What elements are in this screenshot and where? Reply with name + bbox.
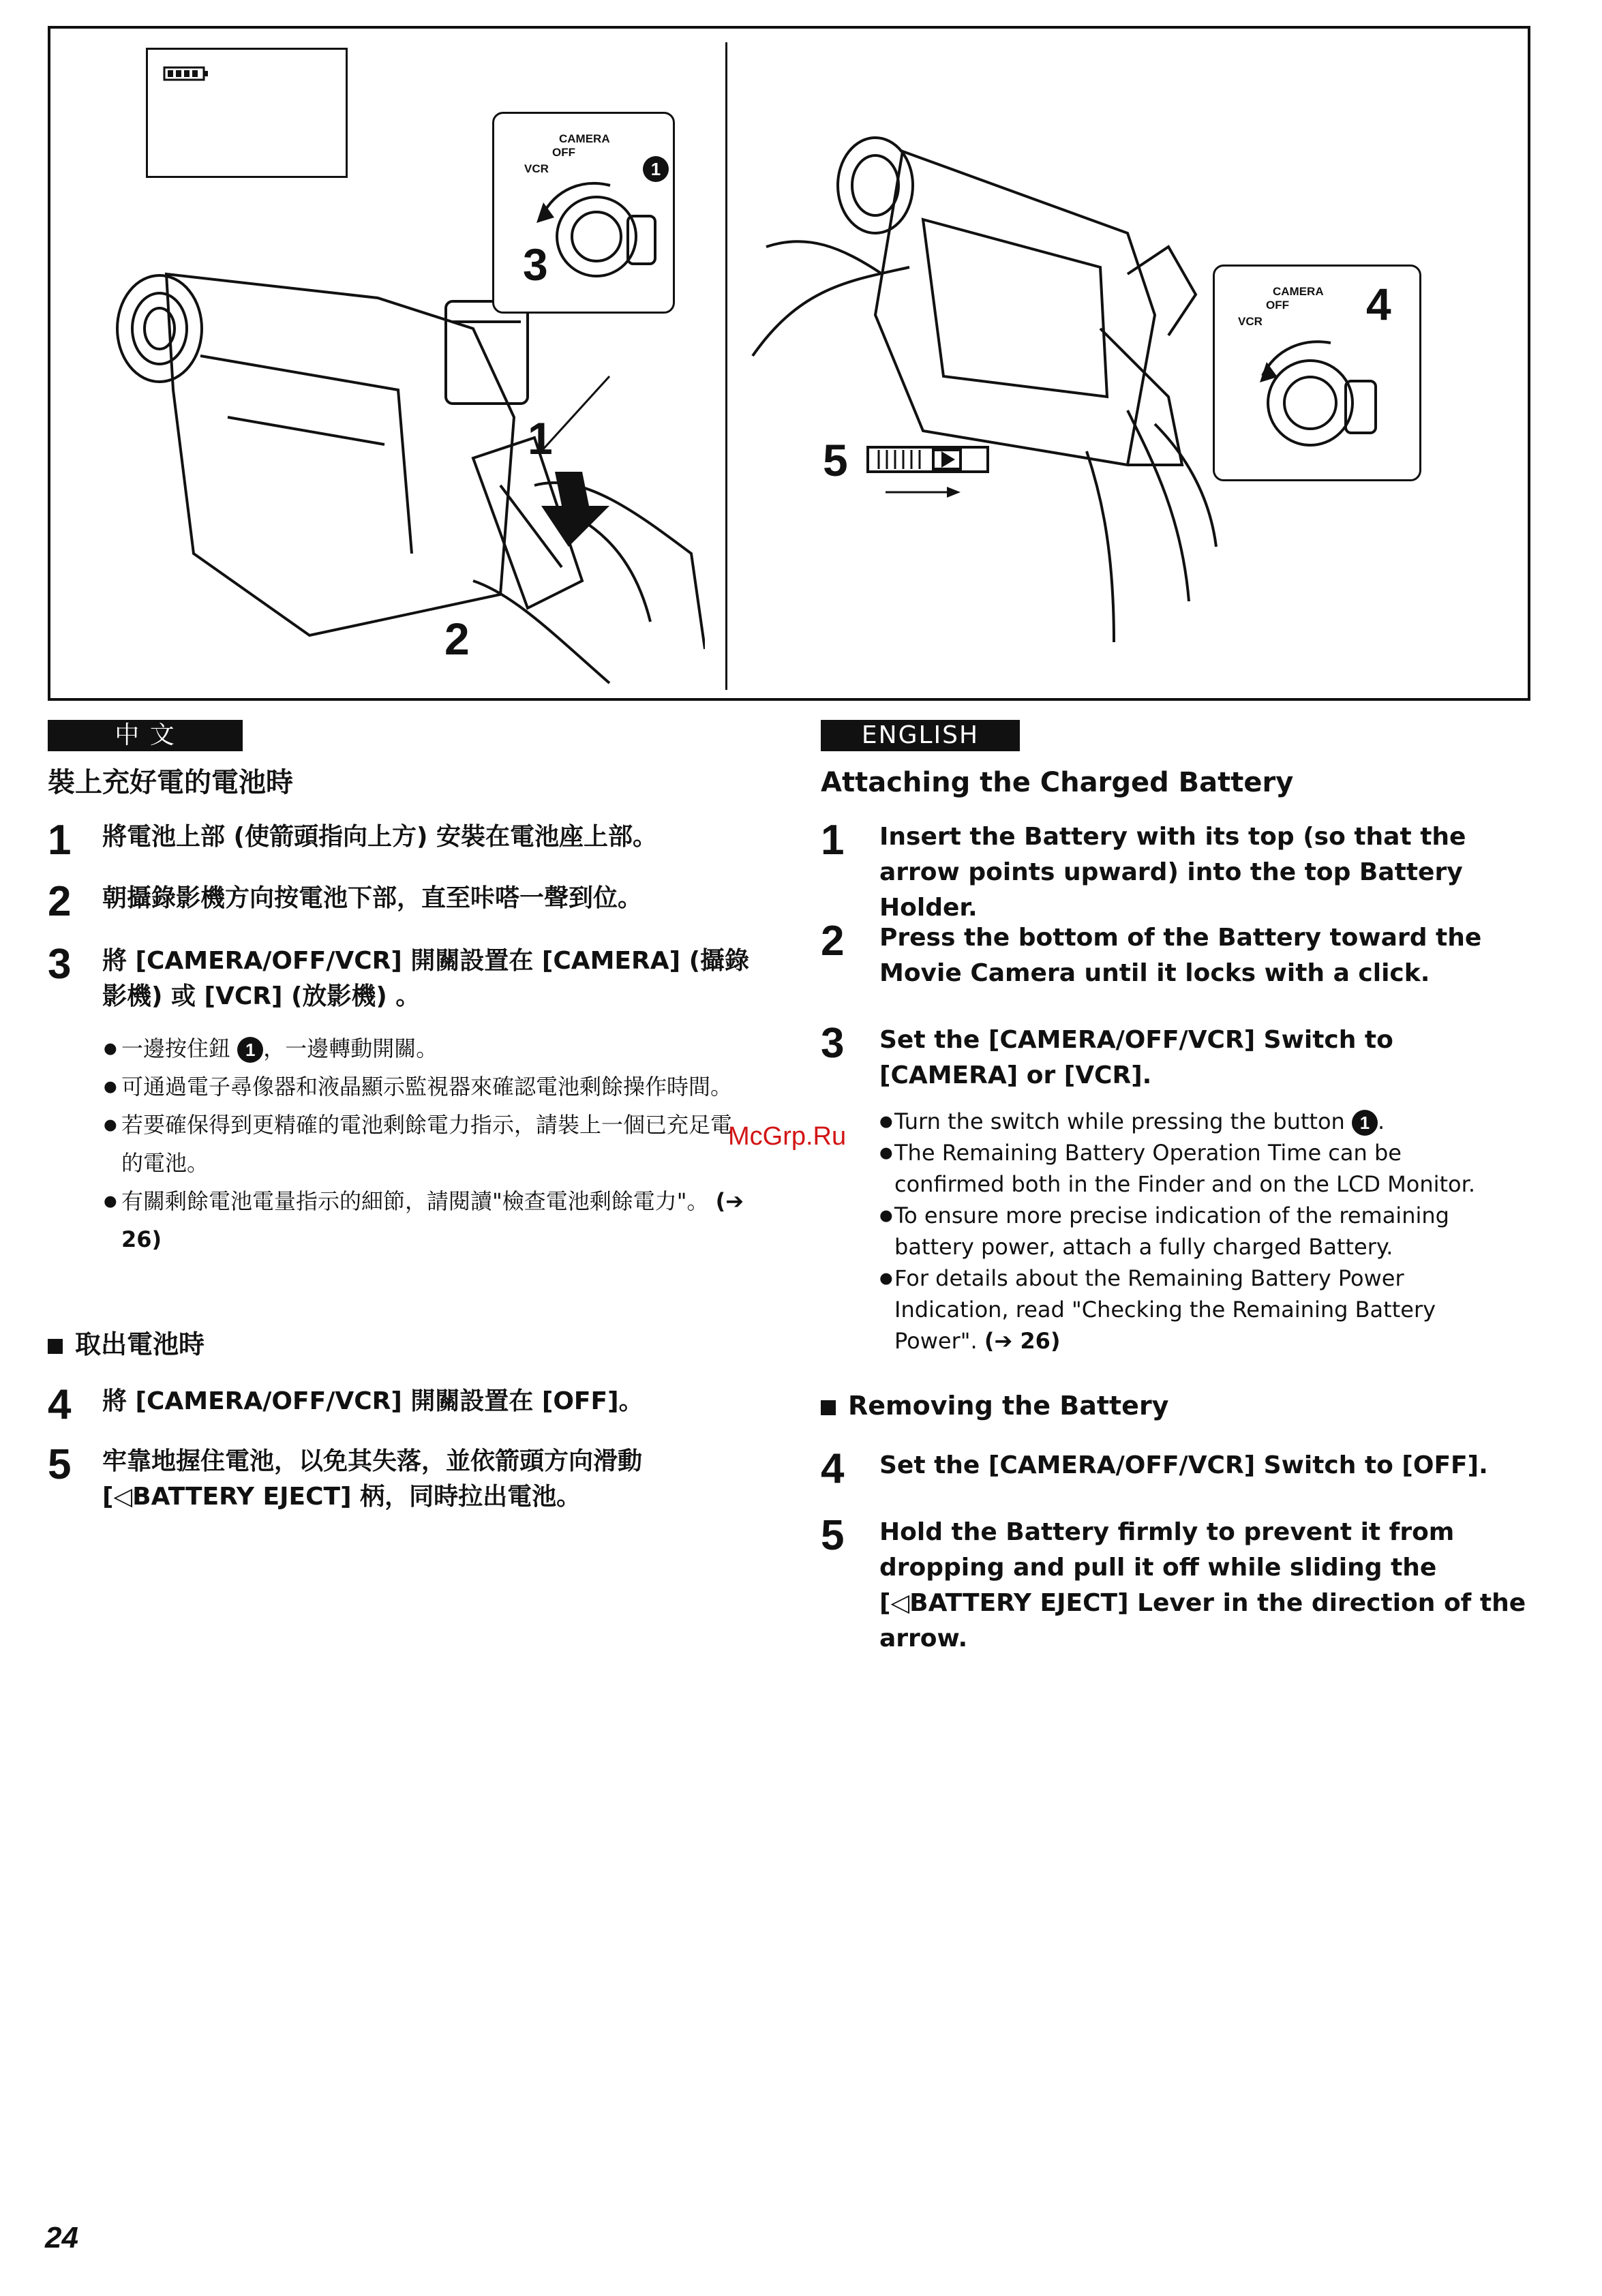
step-text: 朝攝錄影機方向按電池下部，直至咔嗒一聲到位。 [102,884,643,912]
zh-step-2 [48,878,757,925]
dial-label-off: OFF [552,146,575,159]
zh-step-5 [48,1441,757,1515]
step-number: 4 [48,1381,72,1428]
en-step-4 [821,1445,1530,1492]
dial-label-vcr: VCR [524,162,549,175]
zh-step-1 [48,817,757,864]
dial-label-camera: CAMERA [559,132,610,145]
en-bullet-1: ● Turn the switch while pressing the button 1 . [879,1106,1507,1137]
zh-bullet-4: ● 有關剩餘電池電量指示的細節，請閱讀"檢查電池剩餘電力"。 (➔ 26) [104,1182,744,1258]
camcorder-right-drawing [746,110,1223,656]
step-text: 牢靠地握住電池，以免其失落，並依箭頭方向滑動 [◁BATTERY EJECT] 柄，同時拉出電池。 [102,1447,643,1511]
dial-label-off-right: OFF [1266,299,1289,312]
en-bullet-list [879,1106,1507,1357]
step-text: Set the [CAMERA/OFF/VCR] Switch to [OFF]. [879,1451,1488,1479]
step-text: Press the bottom of the Battery toward the Movie Camera until it locks with a click. [879,924,1482,987]
en-step-5 [821,1512,1530,1657]
section-tag-zh: 中 文 [48,720,243,751]
panel-divider [725,42,727,690]
step-number: 3 [821,1020,845,1067]
watermark: McGrp.Ru [728,1122,847,1151]
step-text: Hold the Battery firmly to prevent it from dropping and pull it off while sliding the [◁BATTERY EJECT] Lever in the direction of the arrow. [879,1518,1526,1652]
step-number: 2 [48,878,72,925]
page-reference: (➔ 26) [984,1328,1061,1354]
step-text: 將電池上部 (使箭頭指向上方) 安裝在電池座上部。 [102,823,657,851]
button-marker-icon: 1 [237,1037,263,1063]
page-number: 24 [45,2221,78,2254]
zh-bullet-list [104,1029,744,1258]
en-remove-heading: Removing the Battery [821,1391,1168,1422]
figure-step-1: 1 [528,413,553,464]
step-number: 4 [821,1445,845,1492]
zh-step-4 [48,1381,757,1428]
figure-step-3: 3 [523,239,548,290]
heading-zh: 裝上充好電的電池時 [48,767,293,798]
step-number: 1 [48,817,72,864]
dial-label-camera-right: CAMERA [1273,285,1324,298]
en-bullet-4: ● For details about the Remaining Battery Power Indication, read "Checking the Remaining Battery Power". (➔ 26) [879,1263,1507,1357]
step-number: 5 [821,1512,845,1559]
step-text: Insert the Battery with its top (so that the arrow points upward) into the top Battery Holder. [879,823,1466,922]
en-step-2 [821,920,1530,991]
en-bullet-2: ● The Remaining Battery Operation Time can be confirmed both in the Finder and on the LCD Monitor. [879,1137,1507,1200]
mode-dial-icon [494,114,673,312]
zh-remove-heading: 取出電池時 [48,1329,205,1361]
dial-label-vcr-right: VCR [1238,315,1263,328]
step-number: 3 [48,941,72,988]
page-reference: (➔ 26) [121,1188,744,1252]
square-bullet-icon [48,1339,63,1354]
section-tag-en: ENGLISH [821,720,1020,751]
figure-step-5: 5 [823,435,848,485]
button-marker-icon: 1 [1352,1110,1378,1136]
eject-lever-icon [865,444,995,506]
zh-bullet-1: ● 一邊按住鈕 1 ，一邊轉動開關。 [104,1029,744,1068]
square-bullet-icon [821,1400,836,1415]
en-step-1 [821,819,1530,926]
step-text: 將 [CAMERA/OFF/VCR] 開關設置在 [CAMERA] (攝錄影機) 或 [VCR] (放影機) 。 [102,947,750,1010]
heading-en: Attaching the Charged Battery [821,767,1294,798]
figure-step-2: 2 [444,614,470,664]
step-number: 1 [821,817,845,864]
step-number: 2 [821,918,845,965]
figure-step-4: 4 [1366,279,1391,329]
button-marker-icon: 1 [643,156,669,182]
step-number: 5 [48,1441,72,1488]
illustration-panel [48,26,1530,701]
en-step-3 [821,1020,1530,1093]
dial-callout-left [492,112,675,314]
zh-bullet-2: ● 可通過電子尋像器和液晶顯示監視器來確認電池剩餘操作時間。 [104,1068,744,1106]
en-bullet-3: ● To ensure more precise indication of the remaining battery power, attach a fully charged Battery. [879,1200,1507,1263]
dial-callout-right [1213,265,1421,481]
step-text: Set the [CAMERA/OFF/VCR] Switch to [CAMERA] or [VCR]. [879,1026,1393,1089]
zh-step-3 [48,943,757,1014]
step-text: 將 [CAMERA/OFF/VCR] 開關設置在 [OFF]。 [102,1387,644,1415]
zh-bullet-3: ● 若要確保得到更精確的電池剩餘電力指示，請裝上一個已充足電的電池。 [104,1106,744,1182]
